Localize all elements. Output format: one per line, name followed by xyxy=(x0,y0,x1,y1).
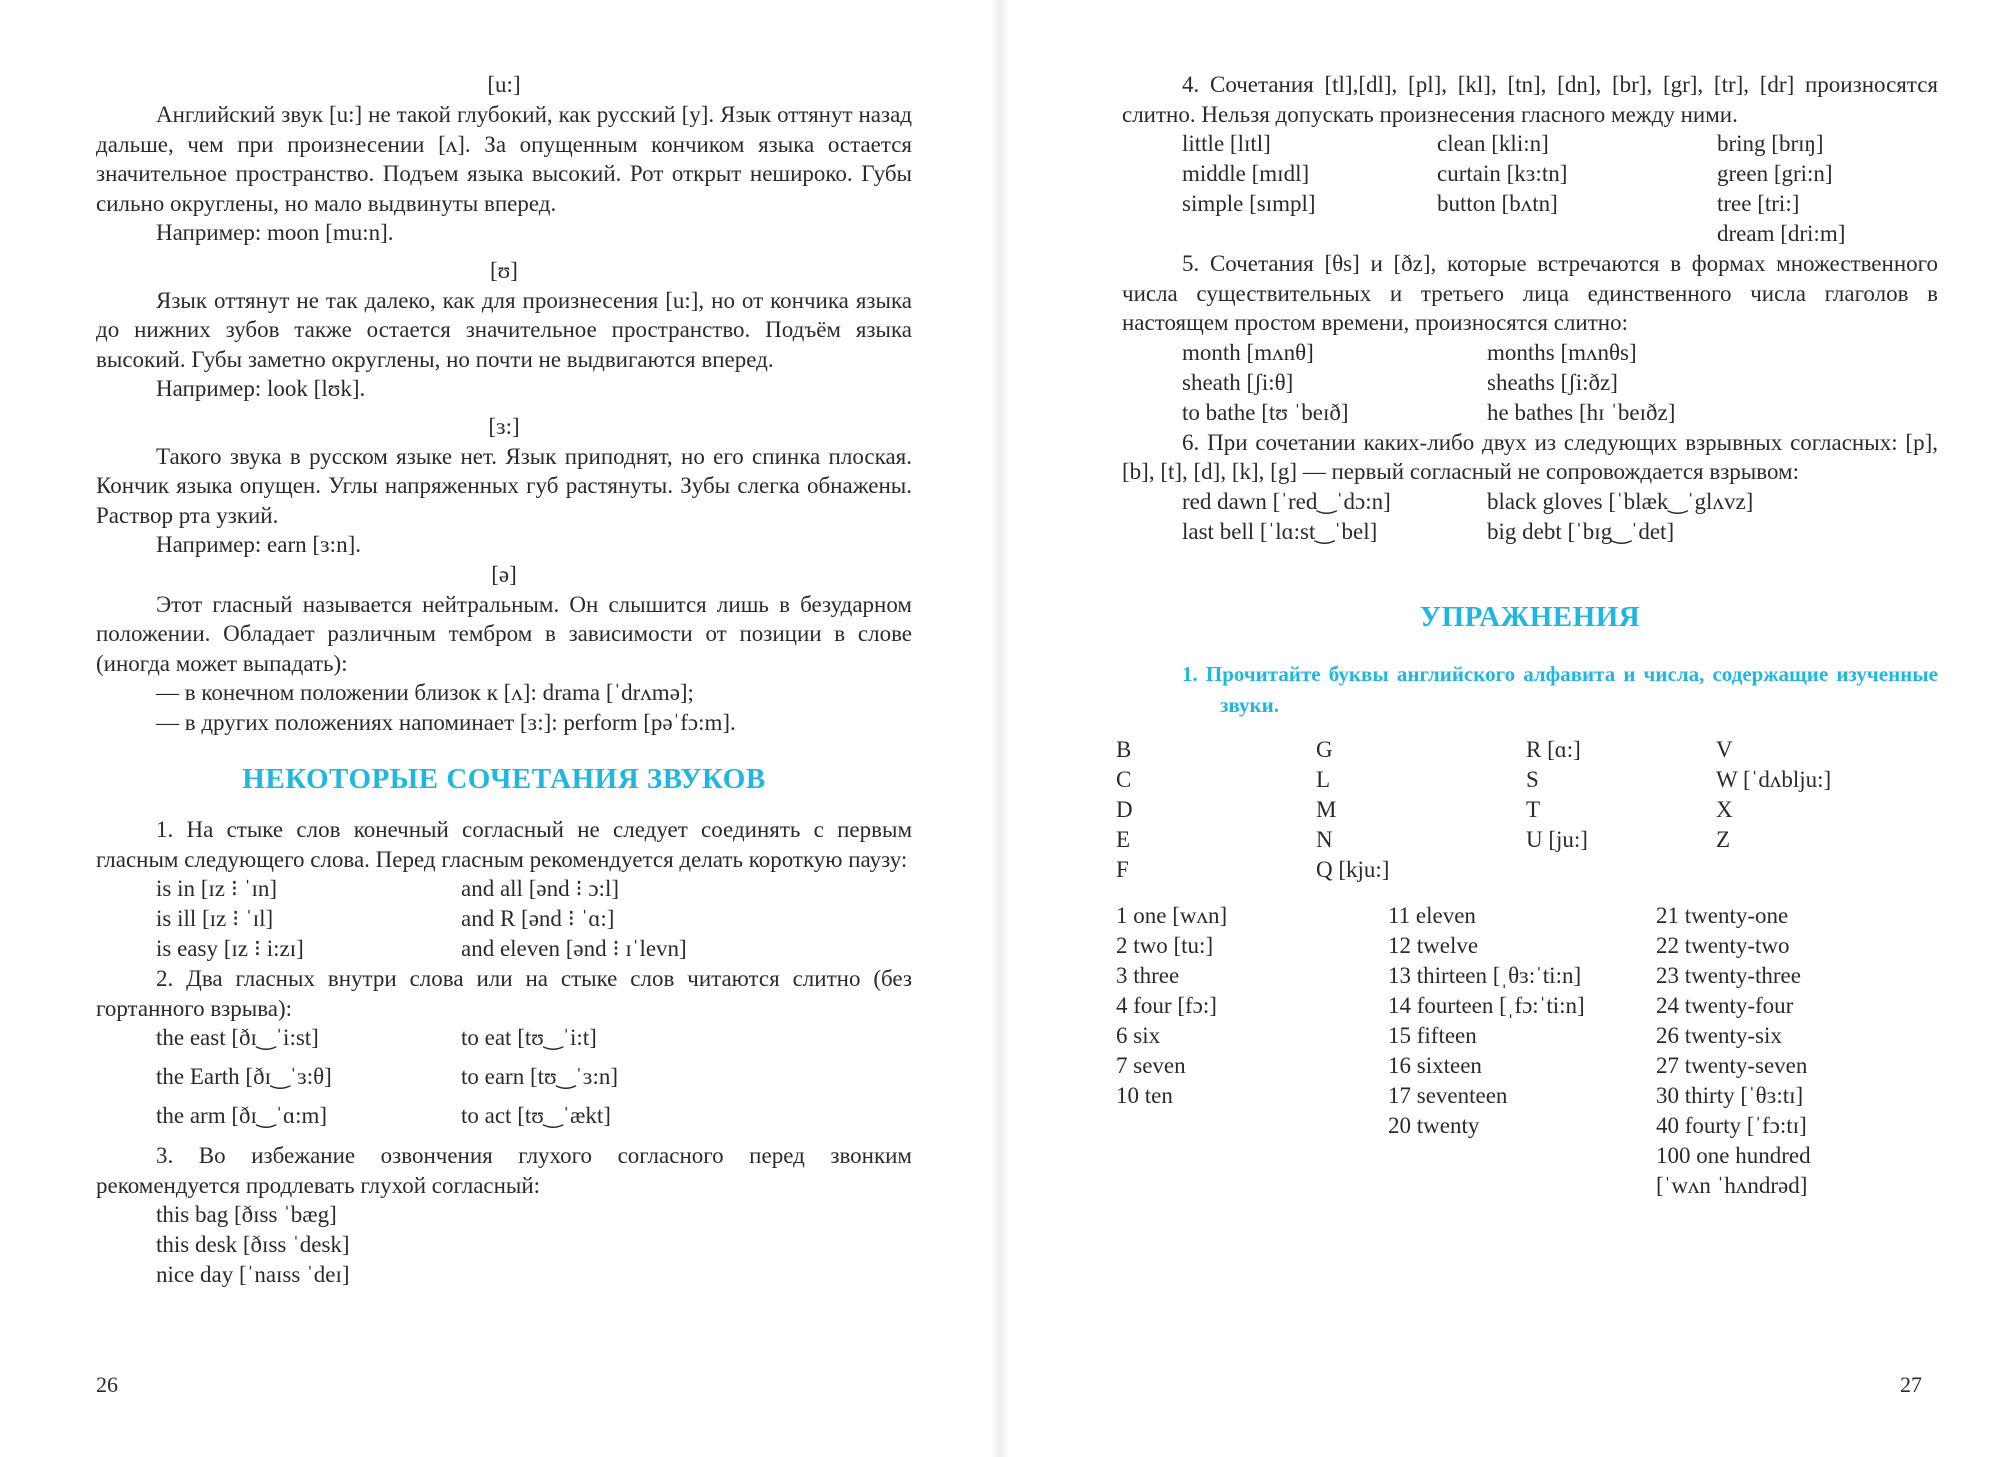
phoneme-heading-schwa: [ə] xyxy=(491,561,517,587)
example-item: to bathe [tʊ ˈbeɪð] xyxy=(1182,399,1349,425)
rule-3: 3. Во избежание озвончения глухого согласного перед звонким рекомендуется продлевать глухой согласный: xyxy=(96,1143,912,1198)
number-item: 3 three xyxy=(1116,962,1180,988)
alphabet-row xyxy=(1116,855,1932,885)
example-row xyxy=(1122,368,1938,398)
example-item: button [bʌtn] xyxy=(1437,191,1558,216)
alphabet-row xyxy=(1116,825,1932,855)
example-item: the Earth [ðɪ‿ˈɜ:θ] xyxy=(156,1064,332,1089)
example-item: this desk [ðɪss ˈdesk] xyxy=(156,1232,350,1257)
letter-item: Z xyxy=(1716,826,1731,852)
schwa-dash-item: — в конечном положении близок к [ʌ]: drama [ˈdrʌmə]; xyxy=(156,680,694,705)
example-item: to earn [tʊ‿ˈɜ:n] xyxy=(461,1064,618,1089)
letter-item: V xyxy=(1716,736,1733,762)
letter-item: C xyxy=(1116,766,1132,792)
example-item: is easy [ɪz ⁝ i:zɪ] xyxy=(156,936,304,961)
alphabet-grid xyxy=(1116,735,1932,885)
schwa-dash-item: — в других положениях напоминает [ɜ:]: perform [pəˈfɔ:m]. xyxy=(156,709,736,735)
letter-item: F xyxy=(1116,856,1129,882)
example-item: middle [mɪdl] xyxy=(1182,161,1310,186)
letter-item: U [ju:] xyxy=(1526,826,1588,852)
section-heading-exercises: УПРАЖНЕНИЯ xyxy=(1419,600,1641,633)
numbers-row xyxy=(1116,1171,1932,1201)
number-item: 10 ten xyxy=(1116,1082,1173,1108)
numbers-row xyxy=(1116,1141,1932,1171)
number-item: 21 twenty-one xyxy=(1656,902,1789,928)
letter-item: B xyxy=(1116,736,1132,762)
example-row xyxy=(1122,129,1938,159)
example-item: and eleven [ənd ⁝ ɪˈlevn] xyxy=(461,936,687,961)
example-item: tree [tri:] xyxy=(1717,191,1800,216)
rule-6: 6. При сочетании каких-либо двух из следующих взрывных согласных: [p], [b], [t], [d], [k], [g] — первый согласный не сопровождается взрывом: xyxy=(1122,429,1938,484)
number-item: 24 twenty-four xyxy=(1656,992,1794,1018)
phoneme-heading-u-long: [u:] xyxy=(487,72,521,97)
example-item: green [gri:n] xyxy=(1717,161,1833,186)
number-item: 15 fifteen xyxy=(1388,1022,1477,1048)
example-row xyxy=(96,1023,912,1062)
letter-item: E xyxy=(1116,826,1131,852)
example-item: dream [dri:m] xyxy=(1717,221,1846,246)
letter-item: N xyxy=(1316,826,1333,852)
example-item: he bathes [hɪ ˈbeɪðz] xyxy=(1487,399,1676,425)
example-row xyxy=(96,1062,912,1101)
numbers-row xyxy=(1116,1021,1932,1051)
number-item: 20 twenty xyxy=(1388,1112,1480,1138)
paragraph-u-long: Английский звук [u:] не такой глубокий, как русский [у]. Язык оттянут назад дальше, чем при произнесении [ʌ]. За опущенным кончиком языка остается значительное пространство. Подъем языка высокий. Рот открыт неширoко. Губы сильно округлены, но мало выдвинуты вперед. xyxy=(96,102,912,216)
example-item: big debt [ˈbɪg‿ˈdet] xyxy=(1487,518,1675,544)
letter-item: X xyxy=(1716,796,1733,822)
numbers-row xyxy=(1116,961,1932,991)
number-item: 22 twenty-two xyxy=(1656,932,1790,958)
paragraph-er: Такого звука в русском языке нет. Язык приподнят, но его спинка плоская. Кончик языка опущен. Углы напряженных губ растянуты. Зубы слегка обнажены. Раствор рта узкий. xyxy=(96,443,912,528)
number-item: 14 fourteen [ˌfɔ:ˈti:n] xyxy=(1388,992,1585,1018)
letter-item: G xyxy=(1316,736,1333,762)
alphabet-row xyxy=(1116,795,1932,825)
alphabet-row xyxy=(1116,765,1932,795)
number-item: 26 twenty-six xyxy=(1656,1022,1782,1048)
rule-2: 2. Два гласных внутри слова или на стыке слов читаются слитно (без гортанного взрыва): xyxy=(96,966,912,1021)
numbers-row xyxy=(1116,1111,1932,1141)
example-row xyxy=(1122,159,1938,189)
example-item: to eat [tʊ‿ˈi:t] xyxy=(461,1025,597,1050)
example-row xyxy=(1122,487,1938,517)
numbers-row xyxy=(1116,1051,1932,1081)
number-item: 40 fourty [ˈfɔ:tɪ] xyxy=(1656,1112,1807,1138)
example-item: sheaths [ʃi:ðz] xyxy=(1487,369,1618,395)
number-item: 23 twenty-three xyxy=(1656,962,1801,988)
example-row xyxy=(1122,219,1938,249)
numbers-grid xyxy=(1116,901,1932,1201)
example-row xyxy=(1122,338,1938,368)
example-item: red dawn [ˈred‿ˈdɔ:n] xyxy=(1182,488,1391,514)
number-item: 17 seventeen xyxy=(1388,1082,1508,1108)
letter-item: Q [kju:] xyxy=(1316,856,1390,882)
example-item: little [lɪtl] xyxy=(1182,131,1271,156)
letter-item: S xyxy=(1526,766,1539,792)
number-item: 4 four [fɔ:] xyxy=(1116,992,1217,1018)
letter-item: L xyxy=(1316,766,1331,792)
paragraph-schwa: Этот гласный называется нейтральным. Он слышится лишь в безударном положении. Обладает различным тембром в зависимости от позиции в слове (иногда может выпадать): xyxy=(96,591,912,676)
example-row xyxy=(96,1200,912,1230)
example-row xyxy=(1122,189,1938,219)
example-item: the arm [ðɪ‿ˈɑ:m] xyxy=(156,1103,328,1128)
numbers-row xyxy=(1116,991,1932,1021)
rule-1-examples xyxy=(96,874,912,964)
example-u-long: Например: moon [mu:n]. xyxy=(156,220,394,245)
example-item: simple [sɪmpl] xyxy=(1182,191,1316,216)
rule-5: 5. Сочетания [θs] и [ðz], которые встречаются в формах множественного числа существительных и третьего лица единственного числа глаголов в настоящем простом времени, произносятся слитно: xyxy=(1122,251,1938,335)
number-item: 6 six xyxy=(1116,1022,1161,1048)
example-item: nice day [ˈnaɪss ˈdeɪ] xyxy=(156,1262,350,1287)
phoneme-heading-u-short: [ʊ] xyxy=(490,257,518,283)
example-item: to act [tʊ‿ˈækt] xyxy=(461,1103,611,1128)
rule-2-examples xyxy=(96,1023,912,1141)
right-column xyxy=(1116,70,1938,1201)
example-item: months [mʌnθs] xyxy=(1487,339,1637,365)
number-item: 100 one hundred xyxy=(1656,1142,1811,1168)
example-row xyxy=(96,1230,912,1260)
example-row xyxy=(96,874,912,904)
example-item: black gloves [ˈblæk‿ˈglʌvz] xyxy=(1487,488,1754,514)
alphabet-row xyxy=(1116,735,1932,765)
letter-item: T xyxy=(1526,796,1541,822)
exercise-1-instruction: 1. Прочитайте буквы английского алфавита и числа, содержащие изученные звуки. xyxy=(1182,661,1938,717)
phoneme-heading-er: [ɜ:] xyxy=(488,413,520,439)
letter-item: R [ɑ:] xyxy=(1526,736,1581,762)
numbers-row xyxy=(1116,901,1932,931)
example-item: and all [ənd ⁝ ɔ:l] xyxy=(461,876,620,901)
number-item: 12 twelve xyxy=(1388,932,1479,958)
section-heading-combinations: НЕКОТОРЫЕ СОЧЕТАНИЯ ЗВУКОВ xyxy=(242,763,766,795)
rule-6-examples xyxy=(1122,487,1938,547)
example-item: clean [kli:n] xyxy=(1437,131,1549,156)
example-item: this bag [ðɪss ˈbæg] xyxy=(156,1202,337,1227)
letter-item: W [ˈdʌblju:] xyxy=(1716,766,1832,792)
number-item: 13 thirteen [ˌθɜ:ˈti:n] xyxy=(1388,962,1582,988)
example-item: and R [ənd ⁝ ˈɑ:] xyxy=(461,906,615,931)
example-item: curtain [kɜ:tn] xyxy=(1437,161,1568,186)
rule-4: 4. Сочетания [tl],[dl], [pl], [kl], [tn], [dn], [br], [gr], [tr], [dr] произносятся слитно. Нельзя допускать произнесения гласного между ними. xyxy=(1122,72,1938,127)
example-row xyxy=(96,1101,912,1141)
example-item: bring [brɪŋ] xyxy=(1717,131,1824,156)
paragraph-u-short: Язык оттянут не так далеко, как для произнесения [u:], но от кончика языка до нижних зубов также остается значительное пространство. Подъём языка высокий. Губы заметно округлены, но почти не выдвигаются вперед. xyxy=(96,287,912,372)
example-item: the east [ðɪ‿ˈi:st] xyxy=(156,1025,319,1050)
number-item: 2 two [tu:] xyxy=(1116,932,1214,958)
example-row xyxy=(96,934,912,964)
number-item: 30 thirty [ˈθɜ:tɪ] xyxy=(1656,1082,1804,1108)
example-item: is in [ɪz ⁝ ˈɪn] xyxy=(156,876,278,901)
left-column xyxy=(96,70,912,1290)
number-item: 1 one [wʌn] xyxy=(1116,902,1228,928)
number-item: 27 twenty-seven xyxy=(1656,1052,1808,1078)
letter-item: D xyxy=(1116,796,1133,822)
rule-4-examples xyxy=(1122,129,1938,249)
rule-3-examples xyxy=(96,1200,912,1290)
letter-item: M xyxy=(1316,796,1337,822)
example-row xyxy=(1122,517,1938,547)
example-row xyxy=(96,904,912,934)
numbers-row xyxy=(1116,931,1932,961)
example-item: sheath [ʃi:θ] xyxy=(1182,369,1294,395)
numbers-row xyxy=(1116,1081,1932,1111)
example-u-short: Например: look [lʊk]. xyxy=(156,376,366,401)
page-number-right: 27 xyxy=(1900,1372,1922,1397)
example-row xyxy=(96,1260,912,1290)
rule-5-examples xyxy=(1122,338,1938,428)
example-item: is ill [ɪz ⁝ ˈɪl] xyxy=(156,906,274,931)
example-row xyxy=(1122,398,1938,428)
number-item: 7 seven xyxy=(1116,1052,1186,1078)
rule-1: 1. На стыке слов конечный согласный не следует соединять с первым гласным следующего слова. Перед гласным рекомендуется делать короткую паузу: xyxy=(96,817,912,872)
example-item: last bell [ˈlɑ:st‿ˈbel] xyxy=(1182,518,1378,544)
example-er: Например: earn [ɜ:n]. xyxy=(156,532,361,557)
number-item: 16 sixteen xyxy=(1388,1052,1482,1078)
page-number-left: 26 xyxy=(96,1372,118,1397)
example-item: month [mʌnθ] xyxy=(1182,339,1314,365)
number-item: [ˈwʌn ˈhʌndrəd] xyxy=(1656,1172,1808,1198)
number-item: 11 eleven xyxy=(1388,902,1476,928)
